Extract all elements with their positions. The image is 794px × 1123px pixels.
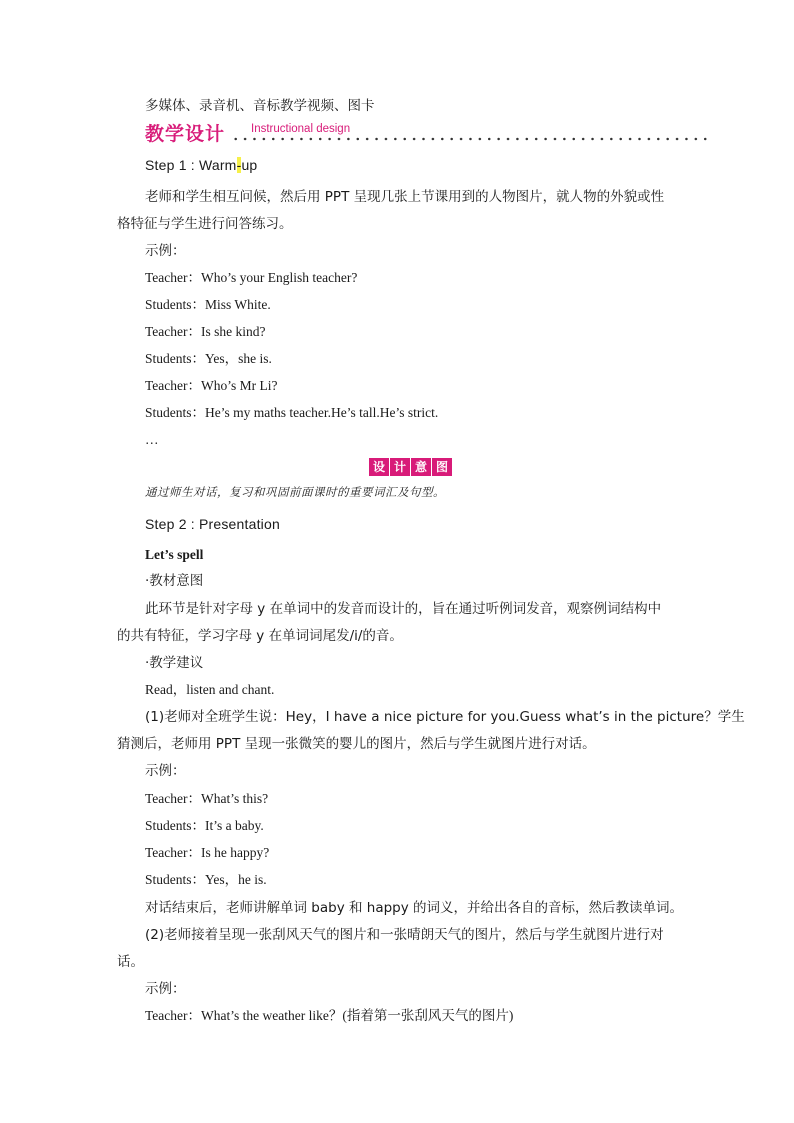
header-subtitle: Instructional design <box>251 123 351 135</box>
dialog-line: Students：Yes，he is. <box>145 872 267 887</box>
step1-para-line-1: 老师和学生相互问候，然后用 PPT 呈现几张上节课用到的人物图片，就人物的外貌或性 <box>145 189 665 205</box>
example-label: 示例： <box>145 981 186 997</box>
dialog-line: Teacher：What’s the weather like？(指着第一张刮风天气的图片) <box>145 1008 514 1023</box>
paragraph-1-line-2: 猜测后，老师用 PPT 呈现一张微笑的婴儿的图片，然后与学生就图片进行对话。 <box>117 736 596 752</box>
section-header <box>145 118 710 148</box>
dialog-line: Students：He’s my maths teacher.He’s tall.He’s strict. <box>145 405 439 420</box>
step1-example-label: 示例： <box>145 243 186 259</box>
design-intent-note: 通过师生对话，复习和巩固前面课时的重要词汇及句型。 <box>145 485 445 499</box>
paragraph-2-line-1: (2)老师接着呈现一张刮风天气的图片和一张晴朗天气的图片，然后与学生就图片进行对 <box>145 927 664 943</box>
material-intent-label: ·教材意图 <box>145 573 204 589</box>
example-label: 示例： <box>145 763 186 779</box>
badge-char: 意 <box>411 458 431 476</box>
step1-title <box>145 155 257 175</box>
dialog-line: Teacher：Is he happy? <box>145 845 270 860</box>
suggestion-label: ·教学建议 <box>145 655 204 671</box>
badge-char: 计 <box>390 458 410 476</box>
dialog-line: Students：Miss White. <box>145 297 271 312</box>
materials-line: 多媒体、录音机、音标教学视频、图卡 <box>145 98 375 114</box>
header-title: 教学设计 <box>145 123 226 145</box>
dialog-line: Students：It’s a baby. <box>145 818 264 833</box>
step1-title-highlight: - <box>236 157 242 173</box>
dialog-line: Teacher：Who’s Mr Li? <box>145 378 278 393</box>
dialog-line: Students：Yes，she is. <box>145 351 272 366</box>
paragraph-2-line-2: 话。 <box>117 954 144 970</box>
read-listen-chant: Read，listen and chant. <box>145 682 275 697</box>
design-intent-badge <box>369 458 452 476</box>
dialog-line: Teacher：Who’s your English teacher? <box>145 270 358 285</box>
intent-line-1: 此环节是针对字母 y 在单词中的发音而设计的，旨在通过听例词发音，观察例词结构中 <box>145 601 662 617</box>
header-dotted-rule <box>231 137 710 141</box>
dialog-line: Teacher：What’s this? <box>145 791 269 806</box>
step1-para-line-2: 格特征与学生进行问答练习。 <box>117 216 293 232</box>
badge-char: 图 <box>432 458 452 476</box>
ellipsis: … <box>145 432 159 447</box>
badge-char: 设 <box>369 458 389 476</box>
step1-title-a: Step 1 : Warm <box>145 157 237 173</box>
after-dialog-line: 对话结束后，老师讲解单词 baby 和 happy 的词义，并给出各自的音标，然后教读单词。 <box>145 900 684 916</box>
dialog-line: Teacher：Is she kind? <box>145 324 266 339</box>
step1-title-b: up <box>241 157 258 173</box>
step2-title: Step 2 : Presentation <box>145 516 280 532</box>
lets-spell-heading: Let’s spell <box>145 547 204 562</box>
paragraph-1-line-1: (1)老师对全班学生说：Hey，I have a nice picture for you.Guess what’s in the picture？学生 <box>145 709 745 725</box>
intent-line-2: 的共有特征，学习字母 y 在单词词尾发/i/的音。 <box>117 628 403 644</box>
